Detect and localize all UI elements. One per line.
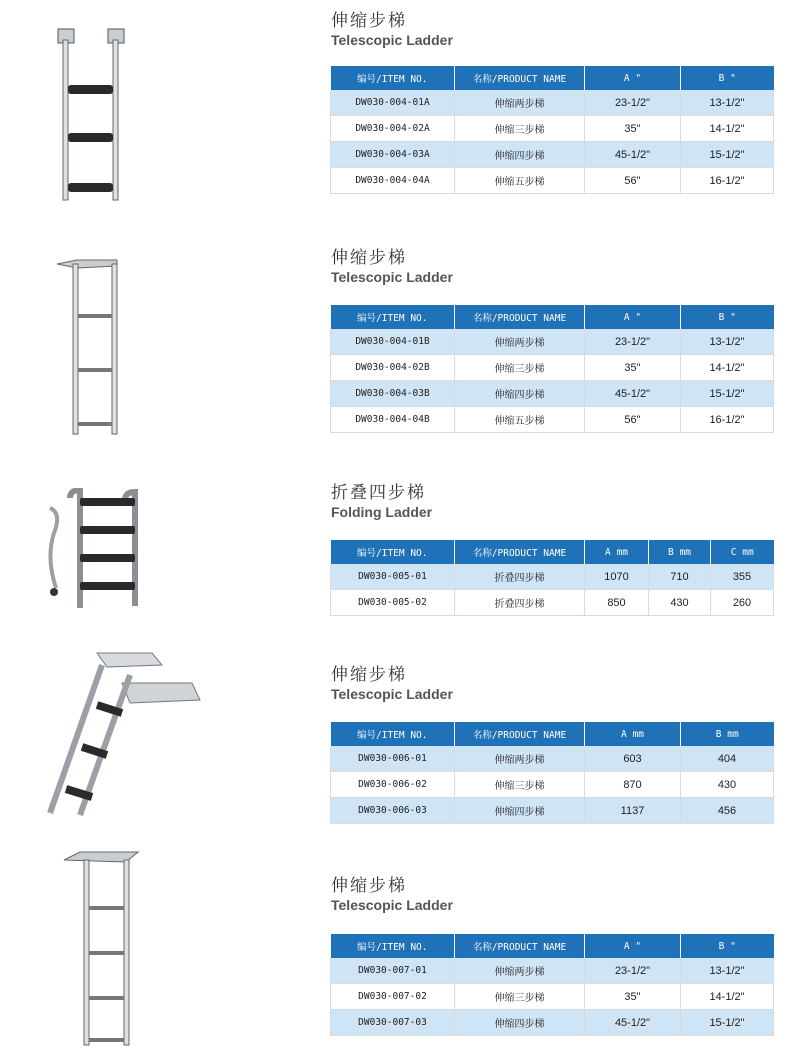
telescopic-ladder-icon	[60, 848, 145, 1048]
item-no-cell: DW030-004-02B	[331, 355, 455, 381]
product-name-cell: 伸缩五步梯	[455, 407, 585, 433]
section-title-en: Folding Ladder	[331, 504, 433, 520]
column-header: 编号/ITEM NO.	[331, 66, 455, 90]
dimension-a-cell: 35"	[585, 984, 681, 1010]
column-header: B mm	[681, 722, 774, 746]
folding-ladder-icon	[40, 488, 150, 613]
dimension-b-cell: 16-1/2"	[681, 407, 774, 433]
section-title-cn: 伸缩步梯	[331, 876, 407, 896]
table-row	[331, 168, 774, 194]
spec-table	[330, 934, 774, 1036]
column-header: 编号/ITEM NO.	[331, 305, 455, 329]
product-name-cell: 伸缩两步梯	[455, 329, 585, 355]
dimension-a-cell: 45-1/2"	[585, 1010, 681, 1036]
dimension-b-cell: 15-1/2"	[681, 142, 774, 168]
product-name-cell: 折叠四步梯	[455, 590, 585, 616]
column-header: A "	[585, 66, 681, 90]
column-header: 编号/ITEM NO.	[331, 934, 455, 958]
table-row	[331, 90, 774, 116]
item-no-cell: DW030-006-01	[331, 746, 455, 772]
table-header-row	[331, 934, 774, 958]
item-no-cell: DW030-007-01	[331, 958, 455, 984]
dimension-a-cell: 850	[585, 590, 649, 616]
table-header-row	[331, 66, 774, 90]
dimension-a-cell: 603	[585, 746, 681, 772]
column-header: 名称/PRODUCT NAME	[455, 540, 585, 564]
dimension-b-cell: 14-1/2"	[681, 116, 774, 142]
column-header: 名称/PRODUCT NAME	[455, 305, 585, 329]
item-no-cell: DW030-005-02	[331, 590, 455, 616]
dimension-b-cell: 13-1/2"	[681, 958, 774, 984]
column-header: B "	[681, 66, 774, 90]
spec-table	[330, 540, 774, 616]
dimension-a-cell: 1070	[585, 564, 649, 590]
dimension-b-cell: 456	[681, 798, 774, 824]
table-row	[331, 984, 774, 1010]
dimension-b-cell: 13-1/2"	[681, 90, 774, 116]
product-name-cell: 折叠四步梯	[455, 564, 585, 590]
dimension-b-cell: 15-1/2"	[681, 1010, 774, 1036]
table-row	[331, 116, 774, 142]
spec-table	[330, 305, 774, 433]
section-title-cn: 折叠四步梯	[331, 483, 426, 503]
table-row	[331, 746, 774, 772]
column-header: A mm	[585, 722, 681, 746]
dimension-a-cell: 45-1/2"	[585, 381, 681, 407]
table-row	[331, 142, 774, 168]
table-row	[331, 798, 774, 824]
column-header: B mm	[649, 540, 711, 564]
dimension-b-cell: 430	[649, 590, 711, 616]
dimension-b-cell: 14-1/2"	[681, 355, 774, 381]
column-header: 编号/ITEM NO.	[331, 540, 455, 564]
product-name-cell: 伸缩三步梯	[455, 984, 585, 1010]
table-row	[331, 329, 774, 355]
dimension-b-cell: 14-1/2"	[681, 984, 774, 1010]
dimension-a-cell: 23-1/2"	[585, 958, 681, 984]
product-name-cell: 伸缩三步梯	[455, 772, 585, 798]
dimension-a-cell: 56"	[585, 407, 681, 433]
table-row	[331, 590, 774, 616]
column-header: C mm	[711, 540, 774, 564]
platform-ladder-icon	[42, 645, 202, 820]
product-name-cell: 伸缩两步梯	[455, 90, 585, 116]
column-header: A "	[585, 305, 681, 329]
product-name-cell: 伸缩四步梯	[455, 381, 585, 407]
column-header: A "	[585, 934, 681, 958]
product-name-cell: 伸缩三步梯	[455, 355, 585, 381]
section-title-en: Telescopic Ladder	[331, 686, 453, 702]
dimension-b-cell: 430	[681, 772, 774, 798]
table-header-row	[331, 540, 774, 564]
dimension-a-cell: 870	[585, 772, 681, 798]
column-header: 名称/PRODUCT NAME	[455, 722, 585, 746]
dimension-a-cell: 23-1/2"	[585, 329, 681, 355]
item-no-cell: DW030-006-02	[331, 772, 455, 798]
telescopic-ladder-icon	[50, 25, 140, 205]
dimension-a-cell: 23-1/2"	[585, 90, 681, 116]
dimension-b-cell: 13-1/2"	[681, 329, 774, 355]
dimension-b-cell: 710	[649, 564, 711, 590]
column-header: 名称/PRODUCT NAME	[455, 934, 585, 958]
section-title-en: Telescopic Ladder	[331, 897, 453, 913]
table-header-row	[331, 305, 774, 329]
product-name-cell: 伸缩两步梯	[455, 958, 585, 984]
column-header: 编号/ITEM NO.	[331, 722, 455, 746]
column-header: 名称/PRODUCT NAME	[455, 66, 585, 90]
item-no-cell: DW030-004-03A	[331, 142, 455, 168]
item-no-cell: DW030-004-03B	[331, 381, 455, 407]
item-no-cell: DW030-007-03	[331, 1010, 455, 1036]
table-row	[331, 772, 774, 798]
table-row	[331, 958, 774, 984]
item-no-cell: DW030-004-04B	[331, 407, 455, 433]
telescopic-ladder-icon	[55, 258, 135, 438]
table-row	[331, 355, 774, 381]
dimension-a-cell: 35"	[585, 116, 681, 142]
item-no-cell: DW030-004-01A	[331, 90, 455, 116]
dimension-a-cell: 35"	[585, 355, 681, 381]
dimension-b-cell: 404	[681, 746, 774, 772]
item-no-cell: DW030-004-04A	[331, 168, 455, 194]
table-row	[331, 381, 774, 407]
item-no-cell: DW030-006-03	[331, 798, 455, 824]
column-header: A mm	[585, 540, 649, 564]
table-row	[331, 1010, 774, 1036]
product-name-cell: 伸缩两步梯	[455, 746, 585, 772]
table-header-row	[331, 722, 774, 746]
column-header: B "	[681, 305, 774, 329]
product-name-cell: 伸缩四步梯	[455, 142, 585, 168]
product-name-cell: 伸缩五步梯	[455, 168, 585, 194]
item-no-cell: DW030-005-01	[331, 564, 455, 590]
table-row	[331, 407, 774, 433]
section-title-en: Telescopic Ladder	[331, 269, 453, 285]
section-title-cn: 伸缩步梯	[331, 11, 407, 31]
item-no-cell: DW030-004-01B	[331, 329, 455, 355]
spec-table	[330, 66, 774, 194]
item-no-cell: DW030-007-02	[331, 984, 455, 1010]
section-title-en: Telescopic Ladder	[331, 32, 453, 48]
spec-table	[330, 722, 774, 824]
dimension-c-cell: 355	[711, 564, 774, 590]
product-name-cell: 伸缩四步梯	[455, 798, 585, 824]
table-row	[331, 564, 774, 590]
section-title-cn: 伸缩步梯	[331, 248, 407, 268]
dimension-c-cell: 260	[711, 590, 774, 616]
dimension-b-cell: 16-1/2"	[681, 168, 774, 194]
section-title-cn: 伸缩步梯	[331, 665, 407, 685]
item-no-cell: DW030-004-02A	[331, 116, 455, 142]
dimension-b-cell: 15-1/2"	[681, 381, 774, 407]
product-name-cell: 伸缩三步梯	[455, 116, 585, 142]
column-header: B "	[681, 934, 774, 958]
dimension-a-cell: 1137	[585, 798, 681, 824]
dimension-a-cell: 45-1/2"	[585, 142, 681, 168]
dimension-a-cell: 56"	[585, 168, 681, 194]
product-name-cell: 伸缩四步梯	[455, 1010, 585, 1036]
